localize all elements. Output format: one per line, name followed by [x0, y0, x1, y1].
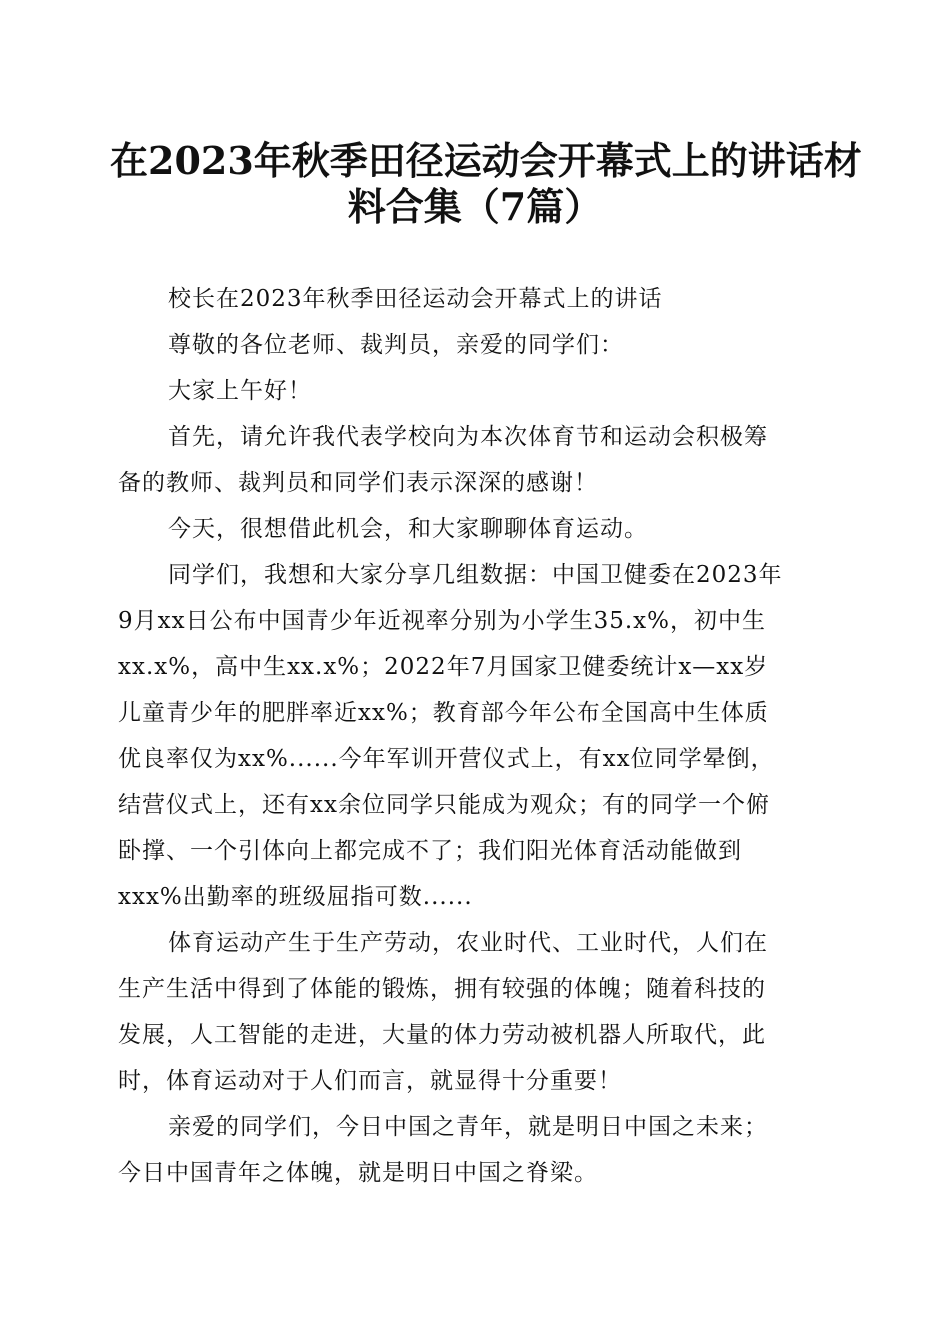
- statistics-paragraph: [118, 552, 828, 920]
- text-line: 儿童青少年的肥胖率近xx%；教育部今年公布全国高中生体质: [118, 700, 769, 726]
- text-line: xxx%出勤率的班级屈指可数......: [118, 884, 473, 910]
- document-body: [118, 276, 828, 1196]
- document-title: [110, 138, 862, 230]
- text-line: 首先，请允许我代表学校向为本次体育节和运动会积极筹: [168, 424, 768, 450]
- text-line: 尊敬的各位老师、裁判员，亲爱的同学们：: [168, 332, 624, 358]
- text-line: 备的教师、裁判员和同学们表示深深的感谢！: [118, 470, 598, 496]
- greeting-paragraph: [118, 368, 828, 414]
- title-line: 在2023年秋季田径运动会开幕式上的讲话材: [110, 138, 862, 183]
- text-line: 结营仪式上，还有xx余位同学只能成为观众；有的同学一个俯: [118, 792, 770, 818]
- text-line: 优良率仅为xx%......今年军训开营仪式上，有xx位同学晕倒，: [118, 746, 775, 772]
- text-line: 校长在2023年秋季田径运动会开幕式上的讲话: [168, 286, 663, 312]
- text-line: 亲爱的同学们，今日中国之青年，就是明日中国之未来；: [168, 1114, 768, 1140]
- text-line: 大家上午好！: [168, 378, 312, 404]
- thanks-paragraph: [118, 414, 828, 506]
- text-line: 时，体育运动对于人们而言，就显得十分重要！: [118, 1068, 622, 1094]
- text-line: 生产生活中得到了体能的锻炼，拥有较强的体魄；随着科技的: [118, 976, 766, 1002]
- text-line: 今日中国青年之体魄，就是明日中国之脊梁。: [118, 1160, 598, 1186]
- heading-paragraph: [118, 276, 828, 322]
- text-line: 9月xx日公布中国青少年近视率分别为小学生35.x%，初中生: [118, 608, 766, 634]
- history-paragraph: [118, 920, 828, 1104]
- text-line: 今天，很想借此机会，和大家聊聊体育运动。: [168, 516, 648, 542]
- salutation-paragraph: [118, 322, 828, 368]
- text-line: 同学们，我想和大家分享几组数据：中国卫健委在2023年: [168, 562, 783, 588]
- topic-paragraph: [118, 506, 828, 552]
- text-line: 卧撑、一个引体向上都完成不了；我们阳光体育活动能做到: [118, 838, 742, 864]
- text-line: xx.x%，高中生xx.x%；2022年7月国家卫健委统计x—xx岁: [118, 654, 769, 680]
- text-line: 发展，人工智能的走进，大量的体力劳动被机器人所取代，此: [118, 1022, 766, 1048]
- title-line: 料合集（7篇）: [347, 184, 603, 229]
- closing-paragraph: [118, 1104, 828, 1196]
- text-line: 体育运动产生于生产劳动，农业时代、工业时代，人们在: [168, 930, 768, 956]
